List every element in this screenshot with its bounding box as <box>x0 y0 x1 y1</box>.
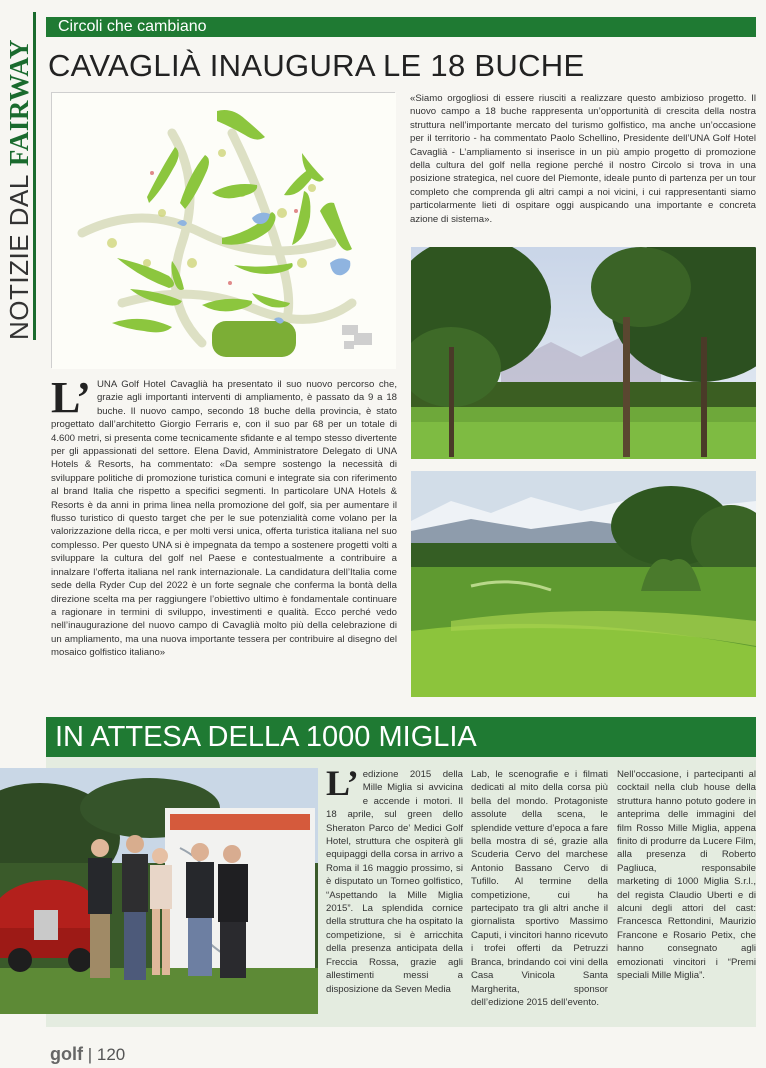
article-1-quote: «Siamo orgogliosi di essere riusciti a realizzare questo ambizioso progetto. Il nuovo campo a 18 buche rappresenta un’opportunità di crescita della nostra struttura nell’importante mercato del turismo golfistico, ma anche un’occasione per il territorio - ha commentato Paolo Schellino, Presidente dell’UNA Golf Hotel Cavaglià - L’ampliamento si inserisce in un più ampio progetto di promozione della cultura del golf nella regione perché il nostro Circolo si trova in una posizione strategica, nel cuore del Piemonte, ideale punto di partenza per un tour completo che comprenda gli altri campi a noi vicini, i cui rappresentanti siamo particolarmente lieti di ospitare oggi auspicando una importante e concreta azione di sistema». <box>410 93 756 225</box>
article-1-body <box>51 373 397 660</box>
footer-separator: | <box>87 1045 93 1064</box>
article-2-dropcap: L’ <box>326 763 359 803</box>
golf-course-photo-mountains <box>411 471 756 697</box>
footer-brand: golf <box>50 1044 83 1064</box>
golf-course-photo-trees <box>411 247 756 459</box>
mille-miglia-group-photo <box>0 768 318 1014</box>
article-1-text: UNA Golf Hotel Cavaglià ha presentato il suo nuovo percorso che, grazie agli importanti interventi di ampliamento, è passato da 9 a 18 buche. Il nuovo campo, secondo 18 buche della provincia, è stato progettato dall’architetto Giorgio Ferraris e, con il suo par 68 per un totale di 4.600 metri, si presenta come tecnicamente sfidante e al tempo stesso divertente per gli appassionati del settore. Elena David, Amministratore Delegato di UNA Hotels & Resorts, ha commentato: «Da sempre sostengo la necessità di sviluppare politiche di promozione turistica comuni e integrate sia con riferimento al brand Italia che rispetto a specifici segmenti. In particolare UNA Hotels & Resorts è da anni in prima linea nella promozione del golf, sia per aumentare il flusso turistico di questo target che per le sue potenzialità come volano per la valorizzazione della ricca, e per molti versi unica, offerta turistica italiana nel suo complesso. Per questo UNA si è impegnata da tempo a sostenere progetti volti a sviluppare la cultura del golf nel Paese e contestualmente a contribuire a innalzare l’offerta italiana nel rank internazionale. La candidatura dell’Italia come sede della Ryder Cup del 2022 è un forte segnale che conferma la bontà della direzione scelta ma per raggiungere l’obiettivo ultimo è fondamentale continuare a ragionare in termini di sviluppo, investimenti e qualità. Ecco perché vedo nell’inaugurazione del nuovo campo di Cavaglià molto più della celebrazione di un ampliamento, ma una nuova importante tessera per contribuire al disegno del mosaico golfistico italiano» <box>51 379 397 659</box>
course-map-image <box>51 92 395 368</box>
article-2-column-3: Nell’occasione, i partecipanti al cocktail nella club house della struttura hanno potuto godere in anteprima delle immagini del film Rosso Mille Miglia, appena finito di produrre da Lucere Film, alla presenza di Roberto Pagliuca, responsabile marketing di 1000 Miglia S.r.l., del regista Claudio Uberti e di alcuni degli attori del cast: Francesca Rettondini, Maurizio Francone e Rosario Petix, che hanno consegnato agli emozionati vincitori i “Premi speciali Mille Miglia”. <box>617 769 756 982</box>
article-1-dropcap: L’ <box>51 373 91 422</box>
article-1-title: CAVAGLIÀ INAUGURA LE 18 BUCHE <box>48 48 585 83</box>
article-2-column-1-text: edizione 2015 della Mille Miglia si avvicina e accende i motori. Il 18 aprile, sul green dello Sheraton Parco de’ Medici Golf Hotel, struttura che ospiterà gli equipaggi della corsa in arrivo a Roma il 16 maggio prossimo, si è disputato un Torneo golfistico, “Aspettando la Mille Miglia 2015”. La splendida cornice della struttura che ha ospitato la competizione, si è arricchita della presenza anticipata della Freccia Rossa, grazie agli allestimenti messi a disposizione da Seven Media <box>326 769 463 995</box>
section-label: Circoli che cambiano <box>58 18 207 35</box>
side-section-prefix: NOTIZIE DAL <box>3 174 34 340</box>
course-map-illustration <box>52 93 396 369</box>
article-2-column-1 <box>326 763 463 996</box>
side-section-brand: FAIRWAY <box>3 39 34 167</box>
section-header-bar <box>46 17 756 37</box>
page-footer <box>50 1044 125 1065</box>
article-2-column-2: Lab, le scenografie e i filmati dedicati al mito della corsa più bella del mondo. Protagoniste assolute della scena, le splendide vetture d’epoca a fare bella mostra di sé, grazie alla Scuderia Cervo del marchese Antonio Bassano Cervo di Tufillo. Al termine della competizione, cui ha partecipato tra gli altri anche il giornalista sportivo Massimo Caputi, i vincitori hanno ricevuto i trofei offerti da Petruzzi Branca, brindando coi vini della Casa Vinicola Santa Margherita, sponsor dell’edizione 2015 dell’evento. <box>471 769 608 1008</box>
page-number: 120 <box>96 1045 126 1064</box>
side-section-label <box>2 12 36 340</box>
article-2-title: IN ATTESA DELLA 1000 MIGLIA <box>55 721 477 753</box>
side-section-band <box>2 12 36 340</box>
